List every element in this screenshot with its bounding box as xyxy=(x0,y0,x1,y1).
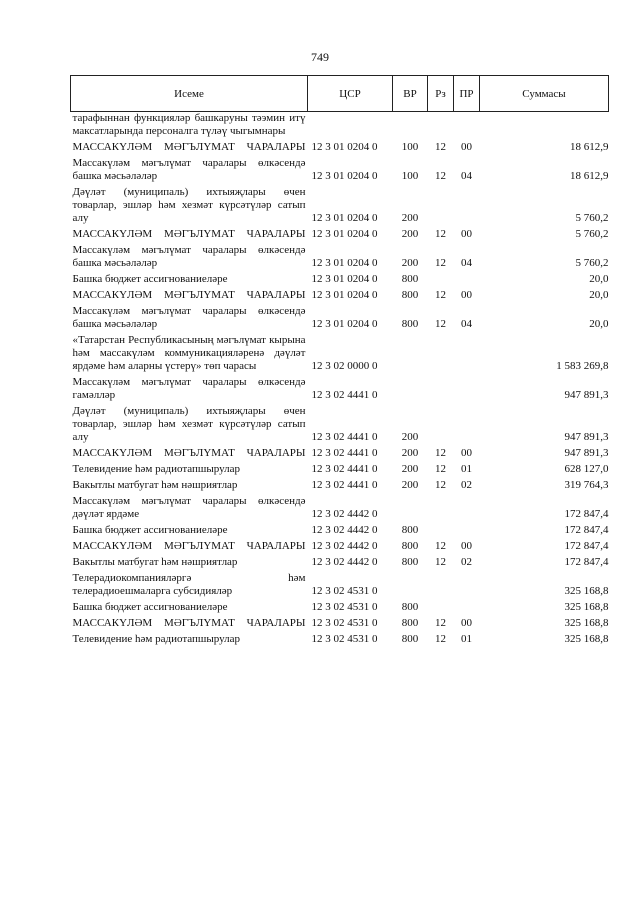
cell-rz: 12 xyxy=(435,617,446,629)
cell-sum: 20,0 xyxy=(589,273,609,285)
table-row xyxy=(71,331,609,373)
cell-pr xyxy=(454,569,480,598)
cell-name: Телерадиокомпанияләргә һәм телерадиоешмаларга субсидияләр xyxy=(72,572,306,597)
cell-csr: 12 3 02 4531 0 xyxy=(311,617,378,629)
cell-sum: 20,0 xyxy=(589,318,609,330)
cell-name: Вакытлы матбугат һәм нәшриятлар xyxy=(72,556,238,568)
cell-rz: 12 xyxy=(435,257,446,269)
cell-vr: 800 xyxy=(401,524,419,536)
cell-pr xyxy=(454,598,480,614)
cell-sum: 947 891,3 xyxy=(564,431,609,443)
table-row xyxy=(71,521,609,537)
cell-name: Башка бюджет ассигнованиеләре xyxy=(72,601,228,613)
cell-rz: 12 xyxy=(435,318,446,330)
cell-vr: 200 xyxy=(401,228,419,240)
cell-rz xyxy=(428,331,454,373)
cell-sum: 172 847,4 xyxy=(564,540,609,552)
cell-sum: 319 764,3 xyxy=(564,479,609,491)
header-csr: ЦСР xyxy=(308,76,393,112)
table-row xyxy=(71,302,609,331)
cell-csr: 12 3 02 4442 0 xyxy=(311,540,378,552)
cell-name: МАССАКҮЛӘМ МӘГЪЛҮМАТ ЧАРАЛАРЫ xyxy=(72,540,306,552)
cell-name: Башка бюджет ассигнованиеләре xyxy=(72,273,228,285)
cell-name: МАССАКҮЛӘМ МӘГЪЛҮМАТ ЧАРАЛАРЫ xyxy=(72,447,306,459)
cell-rz: 12 xyxy=(435,479,446,491)
cell-csr: 12 3 02 0000 0 xyxy=(311,360,378,372)
cell-sum: 18 612,9 xyxy=(570,170,609,182)
cell-csr: 12 3 01 0204 0 xyxy=(311,228,378,240)
cell-rz xyxy=(428,373,454,402)
table-row xyxy=(71,492,609,521)
cell-vr: 200 xyxy=(401,257,419,269)
cell-name: Массакүләм мәгълүмат чаралары өлкәсендә башка мәсьәләләр xyxy=(72,305,306,330)
cell-sum: 325 168,8 xyxy=(564,617,609,629)
cell-csr: 12 3 01 0204 0 xyxy=(311,273,378,285)
cell-name: Телевидение һәм радиотапшырулар xyxy=(72,463,241,475)
table-row xyxy=(71,598,609,614)
cell-sum: 325 168,8 xyxy=(564,633,609,645)
header-rz: Рз xyxy=(428,76,454,112)
cell-vr: 800 xyxy=(401,318,419,330)
cell-vr xyxy=(393,331,428,373)
header-pr: ПР xyxy=(454,76,480,112)
cell-csr: 12 3 02 4441 0 xyxy=(311,463,378,475)
cell-rz: 12 xyxy=(435,463,446,475)
cell-pr: 01 xyxy=(461,463,472,475)
table-row xyxy=(71,569,609,598)
cell-vr: 100 xyxy=(401,170,419,182)
cell-pr: 00 xyxy=(461,540,472,552)
cell-pr xyxy=(454,183,480,225)
cell-pr: 00 xyxy=(461,617,472,629)
cell-vr xyxy=(393,492,428,521)
cell-csr: 12 3 02 4531 0 xyxy=(311,633,378,645)
cell-vr: 200 xyxy=(401,447,419,459)
cell-rz xyxy=(428,521,454,537)
cell-csr: 12 3 02 4442 0 xyxy=(311,556,378,568)
cell-vr xyxy=(393,112,428,139)
cell-pr xyxy=(454,112,480,139)
cell-name: Дәүләт (муниципаль) ихтыяҗлары өчен товарлар, эшләр һәм хезмәт күрсәтүләр сатып алу xyxy=(72,186,306,224)
cell-sum: 5 760,2 xyxy=(575,212,609,224)
cell-vr: 800 xyxy=(401,289,419,301)
cell-csr: 12 3 02 4442 0 xyxy=(311,524,378,536)
cell-pr: 00 xyxy=(461,228,472,240)
cell-csr: 12 3 01 0204 0 xyxy=(311,170,378,182)
cell-pr xyxy=(454,402,480,444)
cell-csr: 12 3 02 4442 0 xyxy=(311,508,378,520)
cell-name: МАССАКҮЛӘМ МӘГЪЛҮМАТ ЧАРАЛАРЫ xyxy=(72,141,306,153)
table-row xyxy=(71,241,609,270)
cell-name: «Татарстан Республикасының мәгълүмат кырына һәм массакүләм коммуникацияләренә дәүләт ярдәме һәм аларны үстерү» төп чарасы xyxy=(72,334,306,372)
table-header xyxy=(71,76,609,112)
cell-pr: 00 xyxy=(461,447,472,459)
cell-csr: 12 3 01 0204 0 xyxy=(311,289,378,301)
cell-rz: 12 xyxy=(435,170,446,182)
cell-sum: 947 891,3 xyxy=(564,447,609,459)
table-row xyxy=(71,270,609,286)
cell-pr xyxy=(454,521,480,537)
cell-name: Дәүләт (муниципаль) ихтыяҗлары өчен товарлар, эшләр һәм хезмәт күрсәтүләр сатып алу xyxy=(72,405,306,443)
header-vr: ВР xyxy=(393,76,428,112)
cell-name: МАССАКҮЛӘМ МӘГЪЛҮМАТ ЧАРАЛАРЫ xyxy=(72,228,306,240)
header-name: Исеме xyxy=(71,76,308,112)
cell-sum: 18 612,9 xyxy=(570,141,609,153)
cell-vr: 800 xyxy=(401,633,419,645)
cell-rz xyxy=(428,183,454,225)
page-number: 749 xyxy=(311,50,329,64)
cell-rz: 12 xyxy=(435,447,446,459)
cell-pr xyxy=(454,373,480,402)
cell-vr: 800 xyxy=(401,273,419,285)
table-row xyxy=(71,373,609,402)
cell-csr: 12 3 02 4441 0 xyxy=(311,479,378,491)
cell-pr: 02 xyxy=(461,556,472,568)
table-row xyxy=(71,630,609,646)
cell-vr: 800 xyxy=(401,540,419,552)
cell-csr: 12 3 02 4531 0 xyxy=(311,585,378,597)
cell-csr: 12 3 01 0204 0 xyxy=(311,212,378,224)
table-row xyxy=(71,225,609,241)
cell-sum: 172 847,4 xyxy=(564,556,609,568)
cell-pr: 04 xyxy=(461,257,472,269)
cell-vr: 200 xyxy=(401,431,419,443)
cell-vr: 100 xyxy=(401,141,419,153)
cell-csr xyxy=(308,112,393,139)
cell-pr xyxy=(454,270,480,286)
cell-vr: 200 xyxy=(401,212,419,224)
cell-rz xyxy=(428,112,454,139)
cell-rz xyxy=(428,402,454,444)
cell-sum: 5 760,2 xyxy=(575,257,609,269)
table-row xyxy=(71,138,609,154)
cell-sum: 5 760,2 xyxy=(575,228,609,240)
cell-rz xyxy=(428,569,454,598)
cell-rz: 12 xyxy=(435,633,446,645)
cell-csr: 12 3 01 0204 0 xyxy=(311,257,378,269)
cell-sum: 20,0 xyxy=(589,289,609,301)
table-row xyxy=(71,112,609,139)
header-sum: Суммасы xyxy=(480,76,609,112)
cell-rz: 12 xyxy=(435,540,446,552)
cell-pr: 04 xyxy=(461,318,472,330)
cell-rz xyxy=(428,492,454,521)
cell-name: Телевидение һәм радиотапшырулар xyxy=(72,633,241,645)
cell-vr: 800 xyxy=(401,601,419,613)
cell-pr: 04 xyxy=(461,170,472,182)
cell-name: Массакүләм мәгълүмат чаралары өлкәсендә дәүләт ярдәме xyxy=(72,495,306,520)
table-row xyxy=(71,476,609,492)
cell-csr: 12 3 02 4531 0 xyxy=(311,601,378,613)
cell-pr: 01 xyxy=(461,633,472,645)
cell-name: МАССАКҮЛӘМ МӘГЪЛҮМАТ ЧАРАЛАРЫ xyxy=(72,289,306,301)
cell-rz: 12 xyxy=(435,141,446,153)
table-row xyxy=(71,402,609,444)
cell-name: Массакүләм мәгълүмат чаралары өлкәсендә башка мәсьәләләр xyxy=(72,244,306,269)
cell-csr: 12 3 02 4441 0 xyxy=(311,447,378,459)
cell-sum xyxy=(480,112,609,139)
cell-rz: 12 xyxy=(435,228,446,240)
cell-pr: 00 xyxy=(461,141,472,153)
table-row xyxy=(71,286,609,302)
cell-pr: 00 xyxy=(461,289,472,301)
cell-pr xyxy=(454,492,480,521)
table-row xyxy=(71,154,609,183)
budget-table xyxy=(70,75,609,646)
cell-sum: 325 168,8 xyxy=(564,601,609,613)
cell-sum: 325 168,8 xyxy=(564,585,609,597)
table-row xyxy=(71,537,609,553)
cell-csr: 12 3 01 0204 0 xyxy=(311,318,378,330)
cell-vr: 800 xyxy=(401,556,419,568)
cell-name: тарафыннан функцияләр башкаруны тәэмин итү максатларында персоналга түләү чыгымнары xyxy=(72,112,306,137)
cell-vr: 200 xyxy=(401,463,419,475)
cell-sum: 628 127,0 xyxy=(564,463,609,475)
cell-pr xyxy=(454,331,480,373)
cell-rz xyxy=(428,598,454,614)
cell-rz: 12 xyxy=(435,556,446,568)
cell-vr xyxy=(393,569,428,598)
cell-sum: 172 847,4 xyxy=(564,508,609,520)
cell-vr: 800 xyxy=(401,617,419,629)
cell-csr: 12 3 02 4441 0 xyxy=(311,431,378,443)
table-row xyxy=(71,183,609,225)
cell-vr xyxy=(393,373,428,402)
cell-rz: 12 xyxy=(435,289,446,301)
cell-name: Башка бюджет ассигнованиеләре xyxy=(72,524,228,536)
table-row xyxy=(71,460,609,476)
cell-name: МАССАКҮЛӘМ МӘГЪЛҮМАТ ЧАРАЛАРЫ xyxy=(72,617,306,629)
cell-rz xyxy=(428,270,454,286)
table-body xyxy=(71,112,609,647)
table-row xyxy=(71,614,609,630)
table-row xyxy=(71,444,609,460)
cell-sum: 172 847,4 xyxy=(564,524,609,536)
table-row xyxy=(71,553,609,569)
cell-name: Массакүләм мәгълүмат чаралары өлкәсендә башка мәсьәләләр xyxy=(72,157,306,182)
cell-pr: 02 xyxy=(461,479,472,491)
cell-name: Массакүләм мәгълүмат чаралары өлкәсендә гамәлләр xyxy=(72,376,306,401)
cell-vr: 200 xyxy=(401,479,419,491)
cell-csr: 12 3 01 0204 0 xyxy=(311,141,378,153)
cell-sum: 1 583 269,8 xyxy=(556,360,609,372)
cell-sum: 947 891,3 xyxy=(564,389,609,401)
cell-name: Вакытлы матбугат һәм нәшриятлар xyxy=(72,479,238,491)
cell-csr: 12 3 02 4441 0 xyxy=(311,389,378,401)
